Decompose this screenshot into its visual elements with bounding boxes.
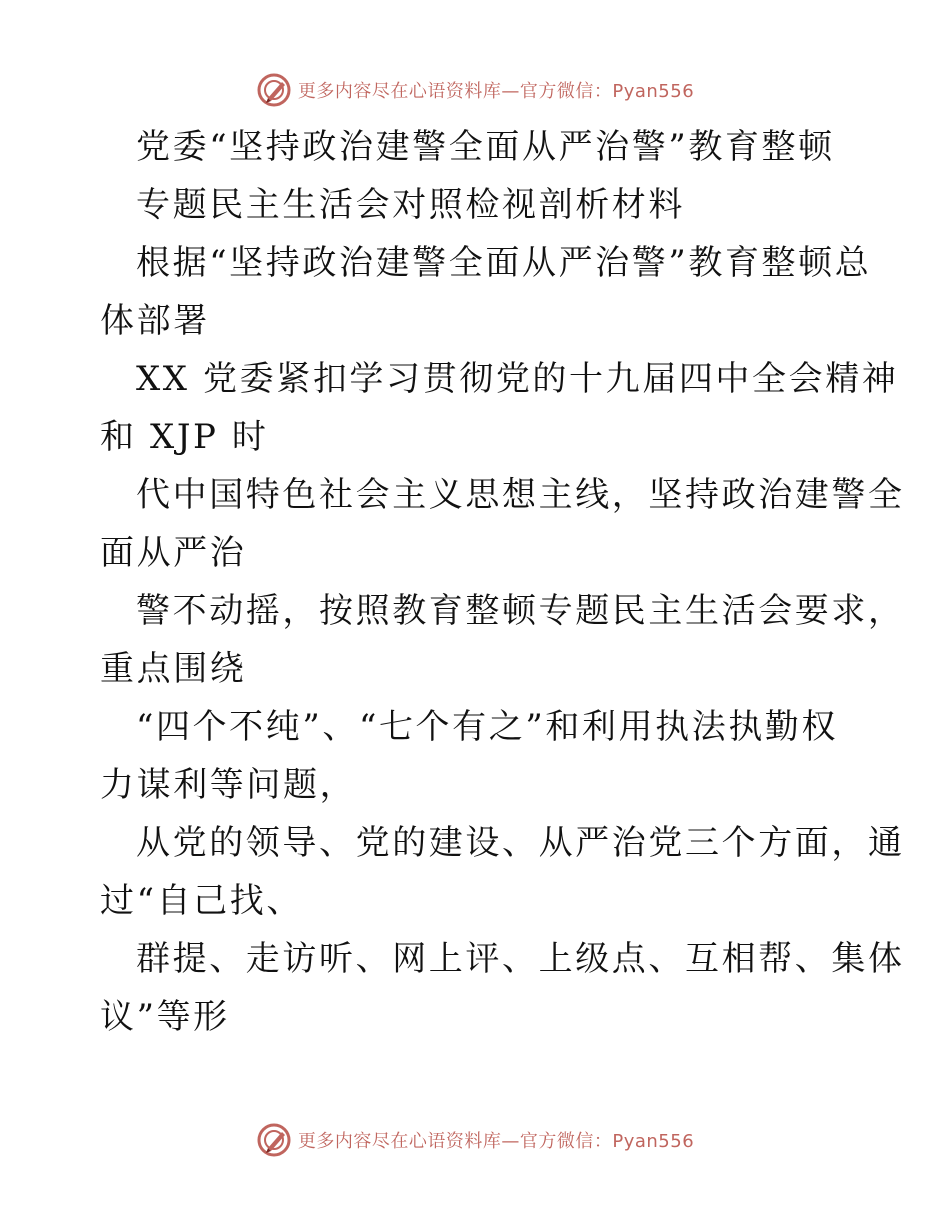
paragraph-line: 根据“坚持政治建警全面从严治警”教育整顿总 — [136, 243, 872, 283]
paragraph-line: XX 党委紧扣学习贯彻党的十九届四中全会精神 — [136, 359, 899, 399]
paragraph-line: 警不动摇，按照教育整顿专题民主生活会要求， — [136, 591, 905, 631]
pen-circle-logo-icon — [256, 72, 292, 108]
header-banner — [0, 70, 950, 110]
pen-circle-logo-icon — [256, 1122, 292, 1158]
title-line-1: 党委“坚持政治建警全面从严治警”教育整顿 — [136, 127, 835, 167]
paragraph-line: 群提、走访听、网上评、上级点、互相帮、集体 — [136, 939, 905, 979]
paragraph-line: 力谋利等问题， — [100, 765, 357, 805]
footer-banner — [0, 1120, 950, 1160]
title-line-2: 专题民主生活会对照检视剖析材料 — [136, 185, 685, 225]
paragraph-line: 体部署 — [100, 301, 210, 341]
banner-text: 更多内容尽在心语资料库—官方微信：Pyan556 — [297, 1131, 695, 1152]
paragraph-line: 重点围绕 — [100, 649, 247, 689]
paragraph-line: 和 XJP 时 — [100, 417, 269, 457]
paragraph-line: “四个不纯”、“七个有之”和利用执法执勤权 — [136, 707, 839, 747]
document-body — [100, 118, 905, 1046]
banner-text: 更多内容尽在心语资料库—官方微信：Pyan556 — [297, 81, 695, 102]
paragraph-line: 议”等形 — [100, 997, 230, 1037]
paragraph-line: 过“自己找、 — [100, 881, 303, 921]
paragraph-line: 代中国特色社会主义思想主线，坚持政治建警全 — [136, 475, 905, 515]
paragraph-line: 从党的领导、党的建设、从严治党三个方面，通 — [136, 823, 905, 863]
paragraph-line: 面从严治 — [100, 533, 247, 573]
